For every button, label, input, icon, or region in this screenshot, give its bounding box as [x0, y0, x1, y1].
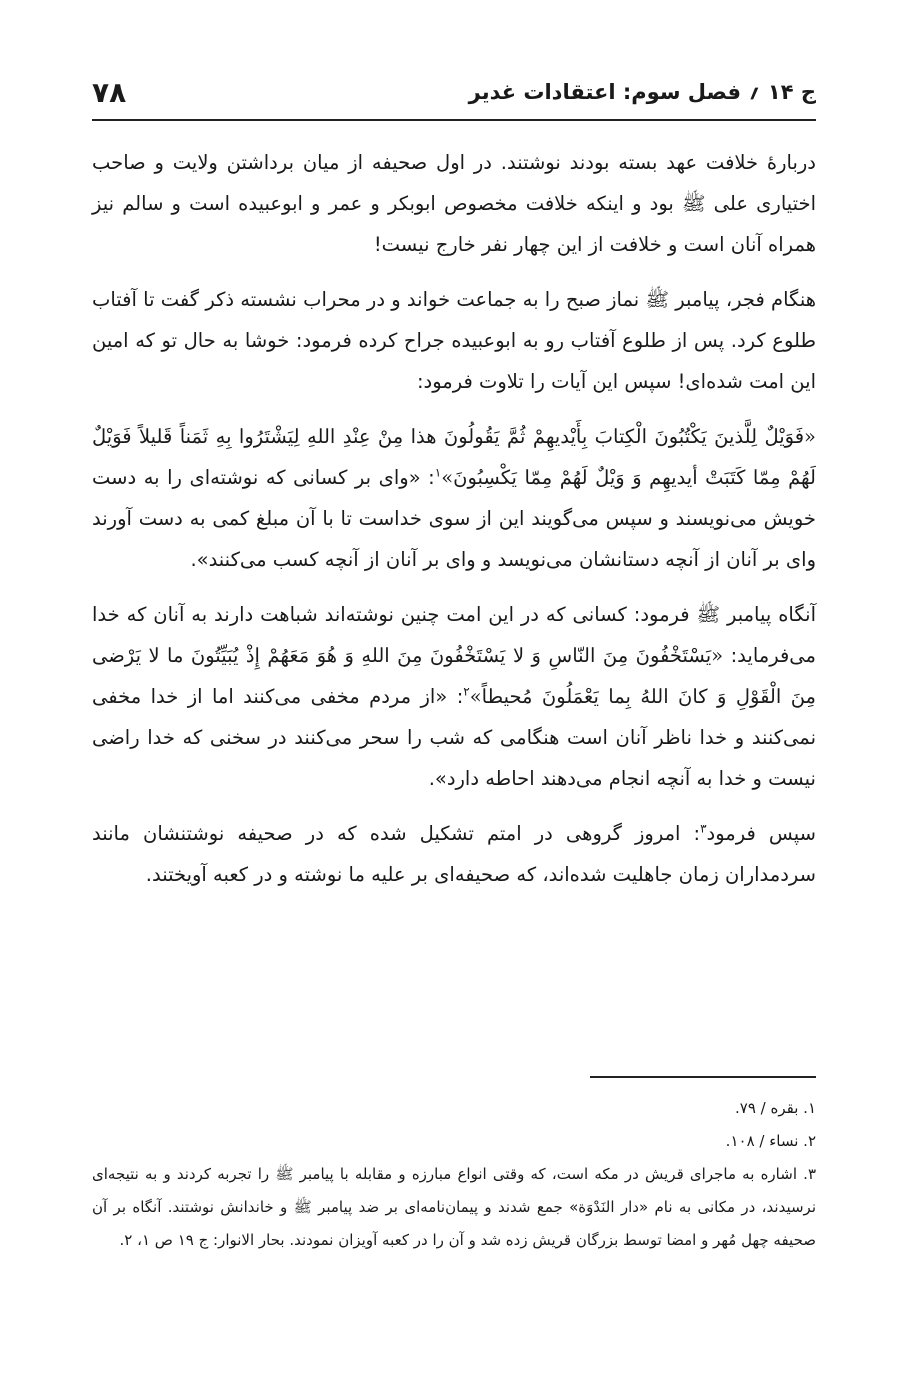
- paragraph-3: [92, 416, 816, 580]
- running-title: ج ۱۴ ؍ فصل سوم: اعتقادات غدیر: [468, 80, 816, 104]
- page-number: ۷۸: [92, 75, 127, 109]
- paragraph-4: [92, 594, 816, 799]
- footnote-ref-3: ۳: [700, 821, 707, 836]
- quran-verse-2: «يَسْتَخْفُونَ مِنَ النّاسِ وَ لا يَسْتَخْفُونَ مِنَ اللهِ وَ هُوَ مَعَهُمْ إِذْ يُبَيِّتُونَ ما لا يَرْضى مِنَ الْقَوْلِ وَ كانَ اللهُ بِما يَعْمَلُونَ مُحيطاً»: [92, 644, 817, 708]
- main-text: [92, 142, 816, 909]
- footnote-divider: [590, 1076, 816, 1078]
- footnote-2: ۲. نساء / ۱۰۸.: [725, 1132, 816, 1150]
- paragraph-1: دربارۀ خلافت عهد بسته بودند نوشتند. در اول صحیفه از میان برداشتن ولایت و صاحب اختیاری علی ﷺ بود و اینکه خلافت مخصوص ابوبکر و عمر و ابوعبیده است و سالم نیز همراه آنان است و خلافت از این چهار نفر خارج نیست!: [92, 151, 816, 256]
- footnotes: [92, 1092, 816, 1257]
- header-divider: [92, 119, 816, 121]
- footnote-ref-1: ۱: [434, 465, 442, 480]
- verse-translation-1: : «وای بر کسانی که نوشته‌ای را به دست خویش می‌نویسند و سپس می‌گویند این از سوی خداست تا با آن مبلغ کمی به دست آورند وای بر آنان از آنچه دستانشان می‌نویسد و وای بر آنان از آنچه کسب می‌کنند».: [92, 466, 816, 571]
- paragraph-5-text: : امروز گروهی در امتم تشکیل شده که در صحیفه نوشتنشان مانند سردمداران زمان جاهلیت شده‌اند، که صحیفه‌ای بر علیه ما نوشته و در کعبه آویختند.: [92, 822, 816, 886]
- paragraph-2: هنگام فجر، پیامبر ﷺ نماز صبح را به جماعت خواند و در محراب نشسته ذکر گفت تا آفتاب طلوع کرد. پس از طلوع آفتاب رو به ابوعبیده جراح کرده فرمود: خوشا به حال تو که امین این امت شده‌ای! سپس این آیات را تلاوت فرمود:: [92, 288, 816, 393]
- paragraph-5: [92, 813, 816, 895]
- page-header: [92, 72, 816, 112]
- footnote-3: ۳. اشاره به ماجرای قریش در مکه است، که وقتی انواع مبارزه و مقابله با پیامبر ﷺ را تجربه کردند و به نتیجه‌ای نرسیدند، در مکانی به نام «دار النَدْوَة» جمع شدند و پیمان‌نامه‌ای بر ضد پیامبر ﷺ و خاندانش نوشتند. آنگاه بر آن صحیفه چهل مُهر و امضا توسط بزرگان قریش زده شد و آن را در کعبه آویزان نمودند. بحار الانوار: ج ۱۹ ص ۱، ۲.: [92, 1165, 816, 1249]
- paragraph-5-intro: سپس فرمود: [706, 822, 816, 845]
- paragraph-4-intro: آنگاه پیامبر ﷺ فرمود: کسانی که در این امت چنین نوشته‌اند شباهت دارند به آنان که خدا می‌فرماید:: [92, 603, 816, 667]
- quran-verse-1: «فَوَيْلٌ لِلَّذينَ يَكْتُبُونَ الْكِتابَ بِأَيْديهِمْ ثُمَّ يَقُولُونَ هذا مِنْ عِنْدِ اللهِ لِيَشْتَرُوا بِهِ ثَمَناً قَليلاً فَوَيْلٌ لَهُمْ مِمّا كَتَبَتْ أيديهِم وَ وَيْلٌ لَهُمْ مِمّا يَكْسِبُونَ»: [92, 425, 816, 489]
- footnote-ref-2: ۲: [463, 684, 470, 699]
- verse-translation-2: : «از مردم مخفی می‌کنند اما از خدا مخفی نمی‌کنند و خدا ناظر آنان است هنگامی که شب را سحر می‌کنند در سخنی که خدا راضی نیست و خدا به آنچه انجام می‌دهند احاطه دارد».: [92, 685, 816, 790]
- footnote-1: ۱. بقره / ۷۹.: [735, 1099, 816, 1117]
